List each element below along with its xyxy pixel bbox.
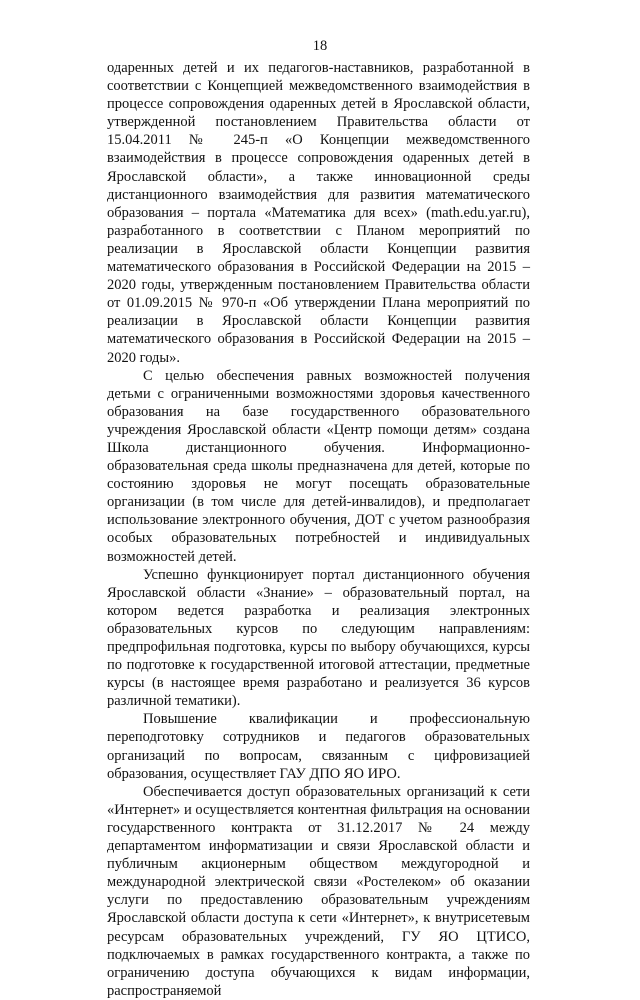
paragraph-qualification: Повышение квалификации и профессиональную переподготовку сотрудников и педагогов образовательных организаций по вопросам, связанным с цифровизацией образования, осуществляет ГАУ ДПО ЯО ИРО. — [107, 711, 530, 782]
paragraph-znanie-portal: Успешно функционирует портал дистанционного обучения Ярославской области «Знание» – образовательный портал, на котором ведется разработка и реализация электронных образовательных курсов по следующим направлениям: предпрофильная подготовка, курсы по выбору обучающихся, курсы по подготовке к государственной итоговой аттестации, предметные курсы (в настоящее время разработано и реализуется 36 курсов различной тематики). — [107, 566, 530, 710]
paragraph-continuation: одаренных детей и их педагогов-наставников, разработанной в соответствии с Концепцией межведомственного взаимодействия в процессе сопровождения одаренных детей в Ярославской области, утвержденной постановлением Правительства области от 15.04.2011 № 245-п «О Концепции межведомственного взаимодействия в процессе сопровождения одаренных детей в Ярославской области», а также инновационной среды дистанционного взаимодействия для развития математического образования – портала «Математика для всех» (math.edu.yar.ru), разработанного в соответствии с Планом мероприятий по реализации в Ярославской области Концепции развития математического образования в Российской Федерации на 2015 – 2020 годы, утвержденным постановлением Правительства области от 01.09.2015 № 970-п «Об утверждении Плана мероприятий по реализации в Ярославской области Концепции развития математического образования в Российской Федерации на 2015 – 2020 годы». — [107, 60, 530, 366]
page-number: 18 — [312, 38, 328, 54]
paragraph-internet-access: Обеспечивается доступ образовательных организаций к сети «Интернет» и осуществляется контентная фильтрация на основании государственного контракта от 31.12.2017 № 24 между департаментом информатизации и связи Ярославской области и публичным акционерным обществом междугородной и международной электрической связи «Ростелеком» об оказании услуги по предоставлению образовательным учреждениям Ярославской области доступа к сети «Интернет», к внутрисетевым ресурсам образовательных учреждений, ГУ ЯО ЦТИСО, подключаемых в рамках государственного контракта, а также по ограничению доступа обучающихся к видам информации, распространяемой — [107, 783, 530, 999]
paragraph-distance-school: С целью обеспечения равных возможностей получения детьми с ограниченными возможностями здоровья качественного образования на базе государственного образовательного учреждения Ярославской области «Центр помощи детям» создана Школа дистанционного обучения. Информационно-образовательная среда школы предназначена для детей, которые по состоянию здоровья не могут посещать образовательные организации (в том числе для детей-инвалидов), и предполагает использование электронного обучения, ДОТ с учетом разнообразия особых образовательных потребностей и индивидуальных возможностей детей. — [107, 367, 530, 565]
body-text — [107, 59, 530, 1000]
